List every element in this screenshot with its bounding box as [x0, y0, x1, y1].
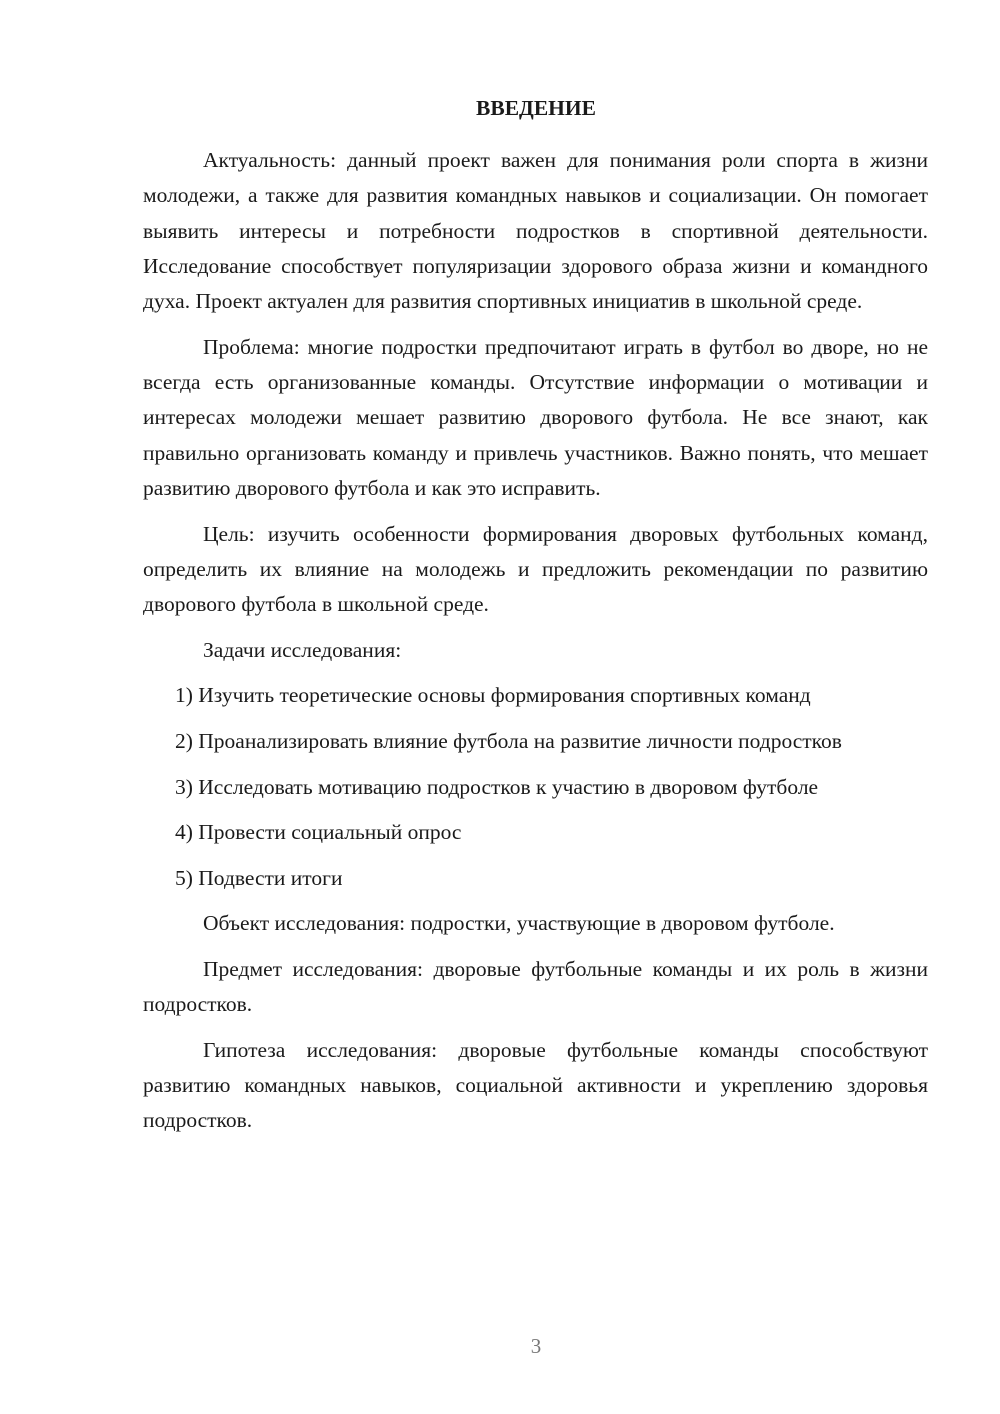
task-item-5: 5) Подвести итоги — [175, 865, 343, 890]
task-item-4: 4) Провести социальный опрос — [175, 820, 462, 845]
paragraph-hypothesis: Гипотеза исследования: дворовые футбольные команды способствуют развитию командных навыков, социальной активности и укреплению здоровья подростков. — [143, 1037, 928, 1133]
document-body — [143, 143, 928, 1149]
task-item-2: 2) Проанализировать влияние футбола на развитие личности подростков — [175, 728, 842, 753]
page-title: ВВЕДЕНИЕ — [476, 96, 596, 120]
paragraph-subject: Предмет исследования: дворовые футбольные команды и их роль в жизни подростков. — [143, 956, 928, 1017]
paragraph-problem: Проблема: многие подростки предпочитают играть в футбол во дворе, но не всегда есть организованные команды. Отсутствие информации о мотивации и интересах молодежи мешает развитию дворового футбола. Не все знают, как правильно организовать команду и привлечь участников. Важно понять, что мешает развитию дворового футбола и как это исправить. — [143, 334, 928, 500]
paragraph-relevance: Актуальность: данный проект важен для понимания роли спорта в жизни молодежи, а также для развития командных навыков и социализации. Он помогает выявить интересы и потребности подростков в спортивной деятельности. Исследование способствует популяризации здорового образа жизни и командного духа. Проект актуален для развития спортивных инициатив в школьной среде. — [143, 148, 928, 314]
tasks-heading: Задачи исследования: — [203, 637, 402, 662]
paragraph-object: Объект исследования: подростки, участвующие в дворовом футболе. — [203, 911, 835, 936]
page-number: 3 — [530, 1334, 542, 1358]
paragraph-goal: Цель: изучить особенности формирования дворовых футбольных команд, определить их влияние на молодежь и предложить рекомендации по развитию дворового футбола в школьной среде. — [143, 521, 928, 617]
task-item-3: 3) Исследовать мотивацию подростков к участию в дворовом футболе — [175, 774, 819, 799]
task-item-1: 1) Изучить теоретические основы формирования спортивных команд — [175, 683, 811, 708]
